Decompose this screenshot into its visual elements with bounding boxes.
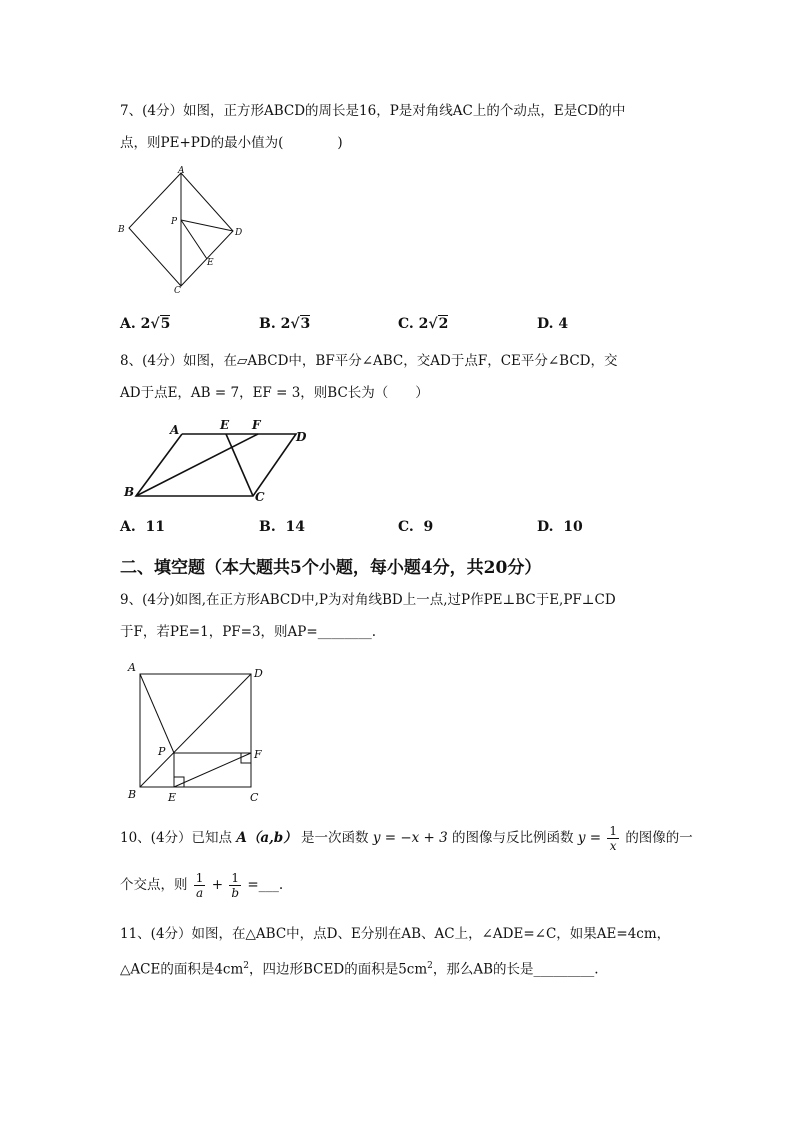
q8-option-b[interactable]: B. 14 — [259, 519, 305, 535]
section-heading-fill-in: 二、填空题（本大题共5个小题，每小题4分，共20分） — [120, 558, 542, 578]
q8-label-d: D — [296, 430, 307, 444]
q7-option-b[interactable]: B. 2√3 — [259, 316, 311, 332]
q9-diagonal-bd — [140, 674, 251, 787]
q7-option-d[interactable]: D. 4 — [537, 316, 569, 332]
q11-text-line1: 11、(4分）如图，在△ABC中，点D、E分别在AB、AC上，∠ADE=∠C，如果AE=4cm， — [120, 926, 671, 942]
q8-text-line2: AD于点E，AB = 7，EF = 3，则BC长为（ ） — [120, 385, 429, 401]
q9-label-e: E — [168, 791, 177, 804]
q10-fraction-1-over-b: $\frac{1}{b}$ — [231, 871, 240, 900]
q9-label-p: P — [158, 745, 166, 758]
q9-figure — [122, 660, 272, 806]
q10-linear-function: y = −x + 3 — [372, 830, 448, 846]
q7-segment-pe — [181, 220, 207, 259]
q7-label-d: D — [235, 228, 243, 238]
q8-option-c[interactable]: C. 9 — [398, 519, 434, 535]
q8-text-line1: 8、(4分）如图，在▱ABCD中，BF平分∠ABC，交AD于点F，CE平分∠BCD，交 — [120, 353, 618, 369]
q7-option-c[interactable]: C. 2√2 — [398, 316, 449, 332]
q8-label-f: F — [252, 418, 261, 432]
q7-figure — [112, 165, 252, 300]
q7-label-p: P — [171, 217, 178, 227]
q9-text-line2: 于F，若PE=1，PF=3，则AP=________. — [120, 624, 376, 640]
q8-figure — [118, 412, 318, 508]
q9-label-b: B — [128, 788, 137, 801]
q8-label-e: E — [220, 418, 230, 432]
q7-label-b: B — [118, 225, 125, 235]
q7-label-e: E — [207, 258, 214, 268]
q9-label-f: F — [254, 748, 262, 761]
q8-label-c: C — [255, 490, 265, 504]
q8-option-a[interactable]: A. 11 — [120, 519, 165, 535]
q8-label-a: A — [170, 423, 180, 437]
q9-segment-ap — [140, 674, 174, 753]
q8-option-d[interactable]: D. 10 — [537, 519, 583, 535]
q7-text-line2: 点，则PE+PD的最小值为( ) — [120, 135, 343, 151]
q10-text-line1: 10、(4分）已知点 A（a,b） 是一次函数 y = −x + 3 的图像与反比例函数 y = $\frac{1}{x}$ 的图像的一 — [120, 824, 693, 853]
q10-fraction-1-over-a: $\frac{1}{a}$ — [195, 871, 204, 900]
q9-text-line1: 9、(4分)如图,在正方形ABCD中,P为对角线BD上一点,过P作PE⊥BC于E,PF⊥CD — [120, 592, 616, 608]
q7-text-line1: 7、(4分）如图，正方形ABCD的周长是16，P是对角线AC上的个动点，E是CD的中 — [120, 103, 626, 119]
q9-label-a: A — [128, 661, 136, 674]
q9-label-d: D — [254, 667, 263, 680]
q9-right-angle-f — [241, 753, 251, 763]
q7-option-a[interactable]: A. 2√5 — [120, 316, 171, 332]
q9-right-angle-e — [174, 777, 184, 787]
q10-text-line2: 个交点，则 $\frac{1}{a}$ + $\frac{1}{b}$ =___. — [120, 871, 284, 900]
q8-label-b: B — [124, 485, 135, 499]
q11-text-line2: △ACE的面积是$4cm^2$，四边形BCED的面积是$5cm^2$，那么AB的长是_________. — [120, 961, 599, 978]
q9-label-c: C — [250, 791, 259, 804]
q7-label-c: C — [174, 286, 181, 296]
q9-segment-ef — [174, 753, 251, 787]
q7-label-a: A — [178, 166, 185, 176]
q8-parallelogram — [136, 434, 296, 496]
q10-inverse-fraction: $\frac{1}{x}$ — [609, 824, 618, 853]
